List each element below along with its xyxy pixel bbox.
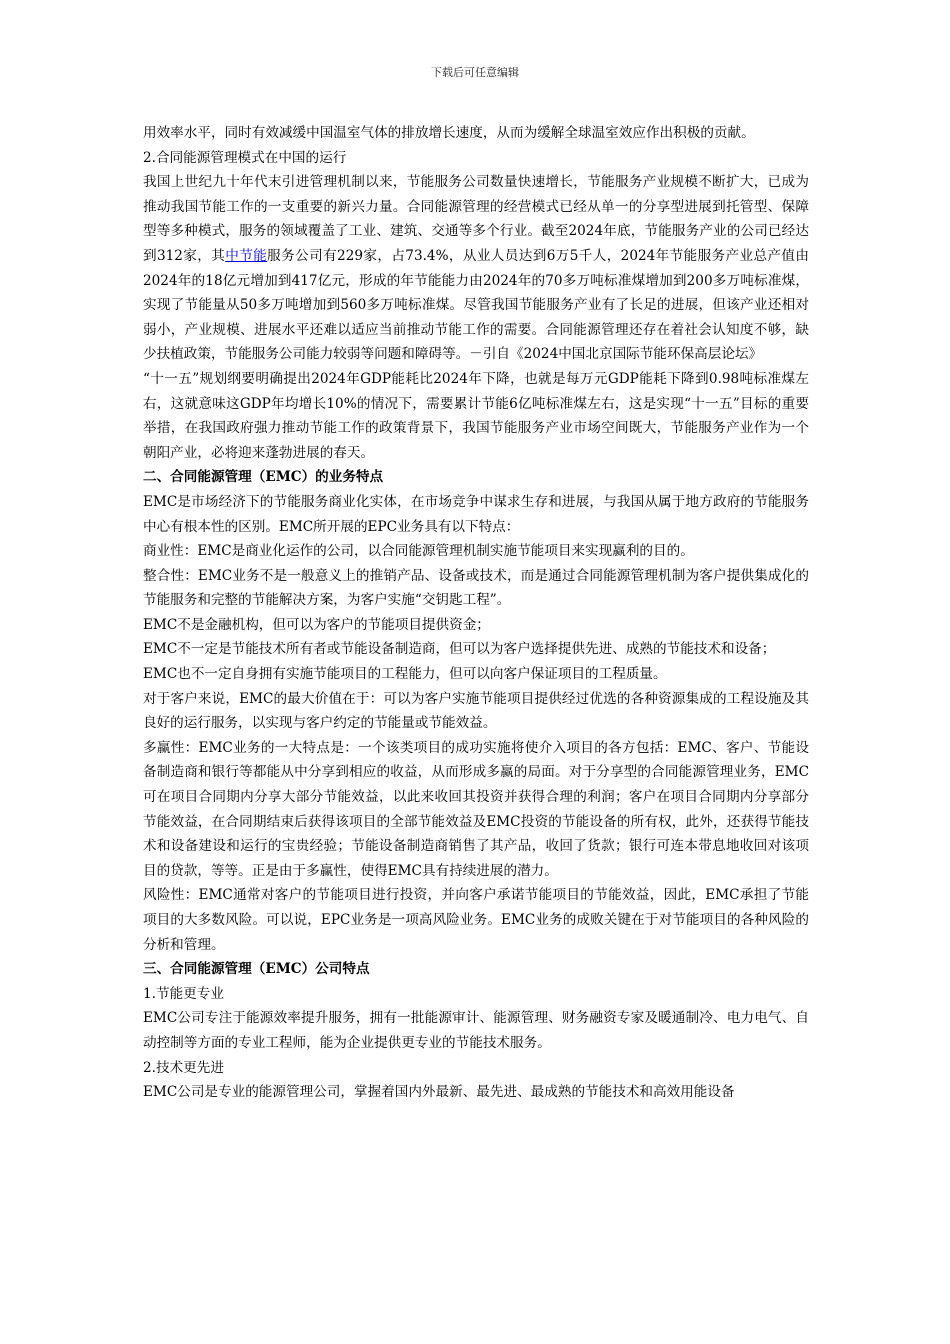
chapter-heading-business-features: 二、合同能源管理（EMC）的业务特点: [143, 469, 384, 486]
paragraph-text-before-link: 我国上世纪九十年代末引进管理机制以来，节能服务公司数量快速增长，节能服务产业规模不断扩大，已成为推动我国节能工作的一支重要的新兴力量。合同能源管理的经营模式已经从单一的分享型进展到托管型、保障型等多种模式，服务的领域覆盖了工业、建筑、交通等多个行业。截至2024年底，节能服务产业的公司已经达到312家，其: [143, 174, 809, 264]
paragraph-risk: 风险性：EMC通常对客户的节能项目进行投资，并向客户承诺节能项目的节能效益，因此，EMC承担了节能项目的大多数风险。可以说，EPC业务是一项高风险业务。EMC业务的成败关键在于对节能项目的各种风险的分析和管理。: [143, 887, 809, 953]
subheading-more-advanced: 2.技术更先进: [143, 1059, 224, 1076]
paragraph-advanced: EMC公司是专业的能源管理公司，掌握着国内外最新、最先进、最成熟的节能技术和高效用能设备: [143, 1084, 735, 1101]
paragraph-engineering-quality: EMC也不一定自身拥有实施节能项目的工程能力，但可以向客户保证项目的工程质量。: [143, 666, 667, 683]
subheading-more-professional: 1.节能更专业: [143, 985, 224, 1002]
section-heading-2: 2.合同能源管理模式在中国的运行: [143, 149, 347, 166]
paragraph-professional: EMC公司专注于能源效率提升服务，拥有一批能源审计、能源管理、财务融资专家及暖通制冷、电力电气、自动控制等方面的专业工程师，能为企业提供更专业的节能技术服务。: [143, 1010, 809, 1051]
zhongjieneng-link[interactable]: 中节能: [225, 247, 268, 264]
paragraph-commercial: 商业性：EMC是商业化运作的公司，以合同能源管理机制实施节能项目来实现赢利的目的。: [143, 543, 694, 560]
paragraph-client-value: 对于客户来说，EMC的最大价值在于：可以为客户实施节能项目提供经过优选的各种资源集成的工程设施及其良好的运行服务，以实现与客户约定的节能量或节能效益。: [143, 690, 809, 732]
paragraph-emc-definition: EMC是市场经济下的节能服务商业化实体，在市场竞争中谋求生存和进展，与我国从属于地方政府的节能服务中心有根本性的区别。EMC所开展的EPC业务具有以下特点：: [143, 493, 809, 535]
document-body: [143, 121, 809, 1105]
paragraph-not-manufacturer: EMC不一定是节能技术所有者或节能设备制造商，但可以为客户选择提供先进、成熟的节能技术和设备；: [143, 641, 776, 658]
paragraph-not-financial: EMC不是金融机构，但可以为客户的节能项目提供资金；: [143, 616, 490, 633]
paragraph-five-year-plan: “十一五”规划纲要明确提出2024年GDP能耗比2024年下降，也就是每万元GDP能耗下降到0.98吨标准煤左右，这就意味这GDP年均增长10%的情况下，需要累计节能6亿吨标准煤左右，这是实现“十一五”目标的重要举措，在我国政府强力推动节能工作的政策背景下，我国节能服务产业市场空间既大，节能服务产业作为一个朝阳产业，必将迎来蓬勃进展的春天。: [143, 370, 809, 461]
paragraph-multi-win: 多赢性：EMC业务的一大特点是：一个该类项目的成功实施将使介入项目的各方包括：EMC、客户、节能设备制造商和银行等都能从中分享到相应的收益，从而形成多赢的局面。对于分享型的合同能源管理业务，EMC可在项目合同期内分享大部分节能效益，以此来收回其投资并获得合理的利润；客户在项目合同期内分享部分节能效益，在合同期结束后获得该项目的全部节能效益及EMC投资的节能设备的所有权，此外，还获得节能技术和设备建设和运行的宝贵经验；节能设备制造商销售了其产品，收回了货款；银行可连本带息地收回对该项目的贷款，等等。正是由于多赢性，使得EMC具有持续进展的潜力。: [143, 739, 809, 879]
page-header-note: 下载后可任意编辑: [431, 66, 519, 79]
paragraph-intro-tail: 用效率水平，同时有效减缓中国温室气体的排放增长速度，从而为缓解全球温室效应作出积极的贡献。: [143, 125, 755, 141]
paragraph-text-after-link: 服务公司有229家，占73.4%，从业人员达到6万5千人，2024年节能服务产业总产值由2024年的18亿元增加到417亿元，形成的年节能能力由2024年的70多万吨标准煤增加到200多万吨标准煤，实现了节能量从50多万吨增加到560多万吨标准煤。尽管我国节能服务产业有了长足的进展，但该产业还相对弱小，产业规模、进展水平还难以适应当前推动节能工作的需要。合同能源管理还存在着社会认知度不够，缺少扶植政策，节能服务公司能力较弱等问题和障碍等。－引自《2024中国北京国际节能环保高层论坛》: [143, 247, 809, 363]
paragraph-industry-overview: [143, 170, 809, 367]
paragraph-integration: 整合性：EMC业务不是一般意义上的推销产品、设备或技术，而是通过合同能源管理机制为客户提供集成化的节能服务和完整的节能解决方案，为客户实施“交钥匙工程”。: [143, 567, 809, 609]
chapter-heading-company-features: 三、合同能源管理（EMC）公司特点: [143, 961, 370, 978]
